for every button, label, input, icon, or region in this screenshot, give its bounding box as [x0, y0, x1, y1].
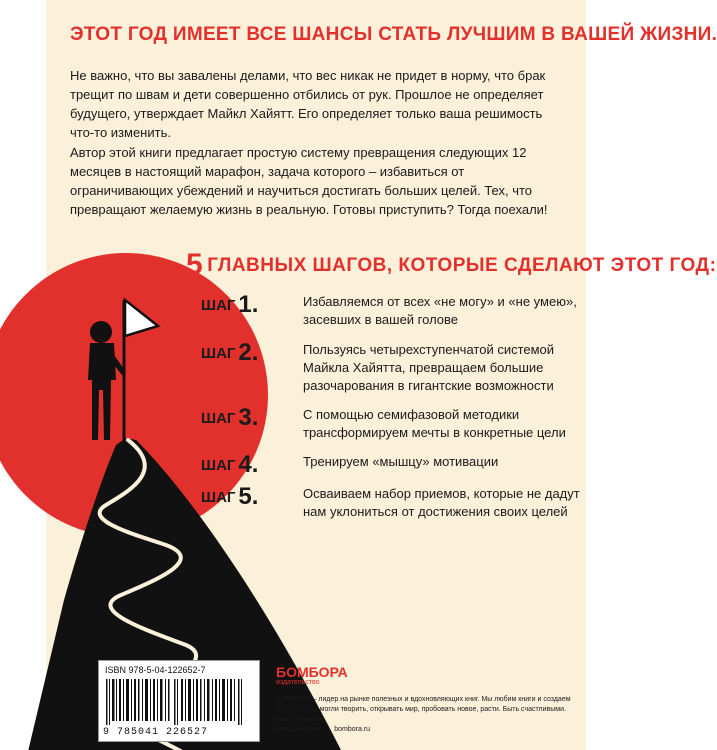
step-label: ШАГ 1.	[201, 291, 259, 318]
barcode-digits: 9 785041 226527	[103, 727, 209, 738]
step-text: С помощью семифазовой методики трансформируем мечты в конкретные цели	[303, 407, 566, 440]
step-text: Избавляемся от всех «не могу» и «не умею», засевших в вашей голове	[303, 294, 577, 327]
publisher-socials	[276, 726, 380, 733]
step-label: ШАГ 2.	[201, 339, 259, 366]
paragraph-intro: Не важно, что вы завалены делами, что вес никак не придет в норму, что брак трещит по швам и дети совершенно отбились от рук. Прошлое не определяет будущего, утверждает Майкл Хайятт. Его определяет только ваша решимость что-то изменить.	[70, 68, 546, 140]
website-link: bombora.ru	[334, 726, 371, 733]
step-label: ШАГ 4.	[201, 451, 259, 478]
paragraph-description: Автор этой книги предлагает простую систему превращения следующих 12 месяцев в настоящий марафон, задача которого – избавиться от ограничивающих убеждений и научиться достигать больших целей. Тех, что превращают желаемую жизнь в реальную. Готовы приступить? Тогда поехали!	[70, 145, 548, 217]
barcode-box	[98, 660, 260, 742]
step-label: ШАГ 3.	[201, 404, 259, 431]
book-back-cover	[46, 0, 717, 750]
social-handle: bomborabooks	[276, 726, 323, 733]
barcode-icon	[104, 679, 254, 725]
step-label: ШАГ 5.	[201, 483, 259, 510]
steps-heading-text: ГЛАВНЫХ ШАГОВ, КОТОРЫЕ СДЕЛАЮТ ЭТОТ ГОД:	[207, 255, 717, 276]
publisher-slogan: БОМБОРА – лидер на рынке полезных и вдохновляющих книг. Мы любим книги и создаем их, чтобы вы могли творить, открывать мир, пробовать новое, расти. Быть счастливыми. Быть на волне.	[276, 696, 571, 723]
isbn-text: ISBN 978-5-04-122652-7	[105, 665, 206, 675]
steps-heading	[186, 248, 716, 282]
step-text: Пользуясь четырехступенчатой системой Майкла Хайятта, превращаем большие разочарования в гигантские возможности	[303, 342, 555, 393]
step-text: Тренируем «мышцу» мотивации	[303, 454, 499, 469]
publisher-logo: БОМБОРА	[276, 664, 348, 680]
publisher-subtitle: издательство	[276, 679, 320, 686]
steps-count: 5	[186, 248, 204, 281]
headline: ЭТОТ ГОД ИМЕЕТ ВСЕ ШАНСЫ СТАТЬ ЛУЧШИМ В ВАШЕЙ ЖИЗНИ.	[70, 24, 717, 45]
step-text: Осваиваем набор приемов, которые не дадут нам уклониться от достижения своих целей	[303, 486, 580, 519]
